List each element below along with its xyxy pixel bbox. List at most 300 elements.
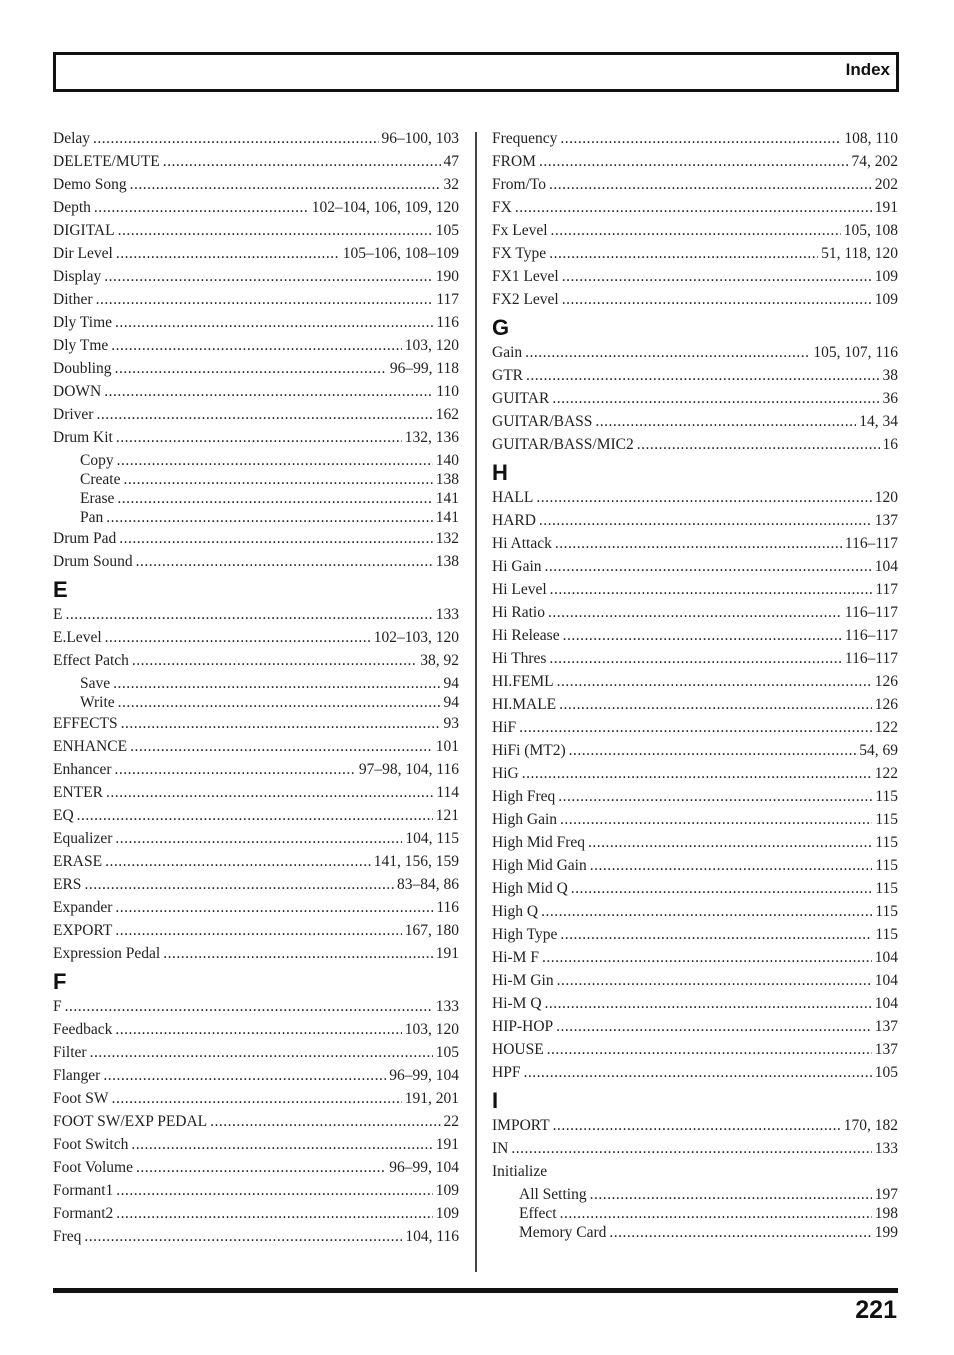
dot-leader (112, 1087, 402, 1110)
index-term: DIGITAL (53, 222, 115, 239)
dot-leader (123, 470, 432, 489)
index-term: Erase (80, 490, 115, 507)
index-term: Create (80, 471, 121, 488)
index-pages: 117 (875, 581, 898, 598)
index-term: FX1 Level (492, 268, 559, 285)
index-entry (53, 150, 459, 173)
index-term: GUITAR/BASS/MIC2 (492, 436, 634, 453)
index-pages: 104, 116 (405, 1228, 459, 1245)
index-pages: 36 (882, 390, 898, 407)
dot-leader (65, 603, 432, 626)
index-entry (492, 946, 898, 969)
index-entry (492, 624, 898, 647)
index-entry (53, 781, 459, 804)
index-entry (53, 219, 459, 242)
dot-leader (590, 854, 873, 877)
dot-leader (590, 1185, 872, 1204)
index-term: Hi Release (492, 627, 560, 644)
index-pages: 202 (874, 176, 898, 193)
dot-leader (106, 781, 433, 804)
index-entry (492, 364, 898, 387)
index-pages: 14, 34 (859, 413, 898, 430)
index-pages: 116–117 (844, 650, 898, 667)
dot-leader (131, 1133, 432, 1156)
index-entry (53, 288, 459, 311)
index-term: FOOT SW/EXP PEDAL (53, 1113, 208, 1130)
index-entry (53, 1202, 459, 1225)
index-pages: 191 (435, 945, 459, 962)
index-pages: 117 (436, 291, 459, 308)
index-entry (492, 969, 898, 992)
index-entry (53, 527, 459, 550)
index-pages: 103, 120 (404, 337, 459, 354)
index-term: Hi-M Gin (492, 972, 554, 989)
index-subentry (492, 1223, 898, 1242)
index-entry (53, 804, 459, 827)
index-pages: 115 (875, 903, 898, 920)
dot-leader (130, 173, 441, 196)
index-pages: 101 (435, 738, 459, 755)
dot-leader (560, 1204, 872, 1223)
index-pages: 141 (435, 490, 459, 507)
dot-leader (550, 578, 873, 601)
index-term: Gain (492, 344, 523, 361)
index-entry (492, 716, 898, 739)
index-entry (492, 877, 898, 900)
index-pages: 94 (443, 694, 459, 711)
index-entry (53, 127, 459, 150)
index-pages: 137 (874, 512, 898, 529)
index-pages: 105 (435, 1044, 459, 1061)
dot-leader (210, 1110, 440, 1133)
index-term: HALL (492, 489, 534, 506)
dot-leader (549, 173, 872, 196)
index-pages: 190 (435, 268, 459, 285)
index-subentry (53, 451, 459, 470)
index-entry (492, 433, 898, 456)
index-term: HOUSE (492, 1041, 544, 1058)
dot-leader (519, 716, 872, 739)
index-term: Filter (53, 1044, 87, 1061)
index-entry (492, 219, 898, 242)
dot-leader (536, 486, 871, 509)
index-subentry (53, 693, 459, 712)
index-term: F (53, 998, 62, 1015)
index-entry (492, 854, 898, 877)
index-entry (53, 173, 459, 196)
index-pages: 38 (882, 367, 898, 384)
dot-leader (525, 341, 810, 364)
index-entry (492, 265, 898, 288)
dot-leader (94, 196, 309, 219)
index-entry (492, 196, 898, 219)
dot-leader (541, 900, 872, 923)
index-term: IN (492, 1140, 509, 1157)
index-term: EQ (53, 807, 74, 824)
index-pages: 54, 69 (859, 742, 898, 759)
index-entry (492, 1038, 898, 1061)
index-term: Hi Attack (492, 535, 552, 552)
index-entry (53, 1133, 459, 1156)
index-term: FX Type (492, 245, 547, 262)
index-term: E (53, 606, 63, 623)
index-term: ENTER (53, 784, 103, 801)
index-entry (53, 896, 459, 919)
index-pages: 109 (874, 268, 898, 285)
index-pages: 109 (874, 291, 898, 308)
index-pages: 140 (435, 452, 459, 469)
index-term: ENHANCE (53, 738, 128, 755)
index-term: From/To (492, 176, 547, 193)
dot-leader (539, 150, 849, 173)
dot-leader (115, 1018, 401, 1041)
index-term: Hi Thres (492, 650, 547, 667)
index-pages: 110 (436, 383, 459, 400)
index-entry (53, 334, 459, 357)
dot-leader (549, 242, 818, 265)
index-term: GUITAR (492, 390, 550, 407)
index-term: Drum Pad (53, 530, 117, 547)
index-term: Dither (53, 291, 93, 308)
index-term: HiFi (MT2) (492, 742, 566, 759)
dot-leader (523, 1061, 871, 1084)
dot-leader (569, 739, 857, 762)
index-term: HiF (492, 719, 517, 736)
index-term: Dir Level (53, 245, 113, 262)
index-term: Foot Switch (53, 1136, 129, 1153)
dot-leader (121, 712, 441, 735)
index-term: HIP-HOP (492, 1018, 554, 1035)
index-term: HI.MALE (492, 696, 557, 713)
index-term: Enhancer (53, 761, 112, 778)
dot-leader (136, 550, 433, 573)
dot-leader (130, 735, 433, 758)
index-subentry (53, 489, 459, 508)
index-entry (53, 380, 459, 403)
dot-leader (117, 489, 432, 508)
index-entry (53, 942, 459, 965)
index-pages: 122 (874, 765, 898, 782)
index-pages: 115 (875, 880, 898, 897)
header-title: Index (845, 60, 890, 79)
index-pages: 126 (874, 696, 898, 713)
index-term: High Type (492, 926, 558, 943)
index-letter-heading: I (492, 1088, 499, 1113)
dot-leader (557, 969, 872, 992)
index-pages: 104 (874, 972, 898, 989)
index-term: Display (53, 268, 102, 285)
index-pages: 102–103, 120 (373, 629, 459, 646)
dot-leader (77, 804, 433, 827)
index-subentry (53, 674, 459, 693)
index-pages: 167, 180 (404, 922, 459, 939)
index-pages: 137 (874, 1041, 898, 1058)
index-pages: 115 (875, 788, 898, 805)
index-pages: 115 (875, 926, 898, 943)
index-pages: 121 (435, 807, 459, 824)
index-term: FX2 Level (492, 291, 559, 308)
index-term: High Mid Q (492, 880, 568, 897)
index-entry (492, 1137, 898, 1160)
index-entry (53, 712, 459, 735)
index-term: Frequency (492, 130, 558, 147)
page-number: 221 (855, 1296, 897, 1324)
index-entry (53, 626, 459, 649)
index-term: EFFECTS (53, 715, 118, 732)
index-entry (492, 150, 898, 173)
index-entry (492, 1061, 898, 1084)
index-entry (53, 357, 459, 380)
index-pages: 115 (875, 857, 898, 874)
dot-leader (549, 647, 842, 670)
dot-leader (163, 942, 433, 965)
dot-leader (545, 555, 872, 578)
index-entry (53, 1179, 459, 1202)
index-pages: 137 (874, 1018, 898, 1035)
index-entry (53, 735, 459, 758)
index-term: IMPORT (492, 1117, 550, 1134)
index-entry (53, 1087, 459, 1110)
index-term: GUITAR/BASS (492, 413, 593, 430)
column-divider (475, 132, 477, 1272)
index-pages: 109 (435, 1205, 459, 1222)
index-term: Expander (53, 899, 113, 916)
index-term: Foot SW (53, 1090, 109, 1107)
dot-leader (119, 527, 432, 550)
dot-leader (105, 850, 371, 873)
index-pages: 191 (435, 1136, 459, 1153)
index-term: Formant2 (53, 1205, 114, 1222)
index-term: Driver (53, 406, 94, 423)
index-entry (492, 555, 898, 578)
index-subentry (492, 1204, 898, 1223)
index-pages: 114 (436, 784, 459, 801)
index-pages: 96–99, 104 (389, 1159, 459, 1176)
dot-leader (105, 626, 371, 649)
index-entry (53, 1064, 459, 1087)
index-entry (492, 486, 898, 509)
dot-leader (563, 624, 842, 647)
dot-leader (90, 1041, 433, 1064)
dot-leader (637, 433, 880, 456)
index-pages: 105 (435, 222, 459, 239)
index-entry (53, 995, 459, 1018)
index-entry (53, 550, 459, 573)
index-entry (492, 127, 898, 150)
index-pages: 22 (443, 1113, 459, 1130)
dot-leader (118, 693, 441, 712)
index-entry (492, 578, 898, 601)
index-pages: 96–99, 104 (389, 1067, 459, 1084)
dot-leader (106, 508, 433, 527)
index-entry (53, 242, 459, 265)
dot-leader (163, 150, 441, 173)
dot-leader (555, 532, 842, 555)
index-pages: 109 (435, 1182, 459, 1199)
dot-leader (96, 288, 434, 311)
index-term: Drum Sound (53, 553, 133, 570)
index-pages: 126 (874, 673, 898, 690)
index-pages: 108, 110 (844, 130, 898, 147)
index-entry (492, 900, 898, 923)
index-pages: 132 (435, 530, 459, 547)
dot-leader (104, 380, 433, 403)
index-letter-heading: G (492, 315, 510, 340)
index-term: Freq (53, 1228, 82, 1245)
dot-leader (84, 873, 394, 896)
dot-leader (547, 1038, 872, 1061)
index-pages: 16 (882, 436, 898, 453)
index-entry (492, 739, 898, 762)
index-pages: 191 (874, 199, 898, 216)
dot-leader (556, 1015, 872, 1038)
index-term: FX (492, 199, 512, 216)
index-entry (492, 670, 898, 693)
index-term: HARD (492, 512, 536, 529)
index-entry (53, 827, 459, 850)
index-pages: 105–106, 108–109 (342, 245, 459, 262)
index-term: Effect (519, 1205, 557, 1222)
index-entry (53, 850, 459, 873)
index-pages: 116–117 (844, 627, 898, 644)
index-term: Effect Patch (53, 652, 129, 669)
dot-leader (595, 410, 856, 433)
index-pages: 141, 156, 159 (373, 853, 459, 870)
index-term: Pan (80, 509, 104, 526)
index-entry (53, 758, 459, 781)
index-entry (53, 873, 459, 896)
dot-leader (115, 357, 387, 380)
index-term: All Setting (519, 1186, 587, 1203)
index-pages: 51, 118, 120 (821, 245, 898, 262)
dot-leader (551, 219, 841, 242)
index-pages: 133 (435, 606, 459, 623)
index-pages: 47 (443, 153, 459, 170)
dot-leader (558, 785, 872, 808)
index-entry (53, 1110, 459, 1133)
index-subentry (53, 470, 459, 489)
index-pages: 105, 107, 116 (813, 344, 898, 361)
index-term: Hi-M Q (492, 995, 542, 1012)
dot-leader (116, 1202, 432, 1225)
index-entry (492, 242, 898, 265)
index-pages: 94 (443, 675, 459, 692)
index-pages: 97–98, 104, 116 (358, 761, 459, 778)
index-entry (492, 992, 898, 1015)
dot-leader (542, 946, 872, 969)
index-term: Feedback (53, 1021, 113, 1038)
index-term: Flanger (53, 1067, 101, 1084)
dot-leader (515, 196, 872, 219)
index-term: High Freq (492, 788, 556, 805)
dot-leader (539, 509, 872, 532)
dot-leader (136, 1156, 386, 1179)
index-entry (53, 1018, 459, 1041)
index-entry (53, 403, 459, 426)
index-term: Foot Volume (53, 1159, 133, 1176)
index-pages: 116 (436, 314, 459, 331)
dot-leader (104, 265, 433, 288)
dot-leader (93, 127, 378, 150)
dot-leader (562, 288, 872, 311)
index-term: Save (80, 675, 111, 692)
index-pages: 83–84, 86 (397, 876, 459, 893)
index-column-right (492, 127, 898, 1242)
index-entry (492, 762, 898, 785)
index-pages: 197 (874, 1186, 898, 1203)
index-entry (492, 288, 898, 311)
index-pages: 141 (435, 509, 459, 526)
index-entry (53, 1225, 459, 1248)
index-entry (53, 603, 459, 626)
index-term: E.Level (53, 629, 102, 646)
dot-leader (115, 919, 401, 942)
dot-leader (116, 242, 340, 265)
index-pages: 96–99, 118 (389, 360, 459, 377)
index-term: DOWN (53, 383, 102, 400)
dot-leader (559, 693, 872, 716)
index-pages: 133 (435, 998, 459, 1015)
index-term: Expression Pedal (53, 945, 161, 962)
index-term: Demo Song (53, 176, 127, 193)
index-term: FROM (492, 153, 536, 170)
dot-leader (526, 364, 880, 387)
dot-leader (65, 995, 433, 1018)
index-entry (492, 1160, 898, 1183)
index-entry (492, 923, 898, 946)
index-entry (492, 173, 898, 196)
index-pages: 116 (436, 899, 459, 916)
index-entry (492, 509, 898, 532)
dot-leader (545, 992, 872, 1015)
index-entry (53, 919, 459, 942)
index-term: Dly Tme (53, 337, 109, 354)
index-term: EXPORT (53, 922, 113, 939)
index-pages: 138 (435, 553, 459, 570)
index-term: Hi Gain (492, 558, 542, 575)
dot-leader (553, 1114, 841, 1137)
dot-leader (111, 334, 402, 357)
index-entry (53, 1041, 459, 1064)
index-term: Doubling (53, 360, 112, 377)
dot-leader (118, 219, 433, 242)
index-term: Equalizer (53, 830, 113, 847)
index-term: DELETE/MUTE (53, 153, 160, 170)
index-term: Write (80, 694, 115, 711)
dot-leader (115, 311, 433, 334)
dot-leader (548, 601, 842, 624)
index-entry (492, 808, 898, 831)
index-column-left (53, 127, 459, 1248)
index-letter-heading: F (53, 969, 67, 994)
index-term: Hi-M F (492, 949, 539, 966)
index-term: Hi Level (492, 581, 547, 598)
index-entry (53, 311, 459, 334)
index-term: High Mid Freq (492, 834, 585, 851)
index-pages: 93 (443, 715, 459, 732)
index-pages: 120 (874, 489, 898, 506)
index-pages: 32 (443, 176, 459, 193)
dot-leader (557, 670, 872, 693)
index-term: Delay (53, 130, 91, 147)
index-pages: 74, 202 (851, 153, 898, 170)
dot-leader (560, 923, 872, 946)
index-pages: 115 (875, 811, 898, 828)
index-entry (492, 785, 898, 808)
index-entry (492, 693, 898, 716)
dot-leader (84, 1225, 402, 1248)
index-pages: 191, 201 (404, 1090, 459, 1107)
